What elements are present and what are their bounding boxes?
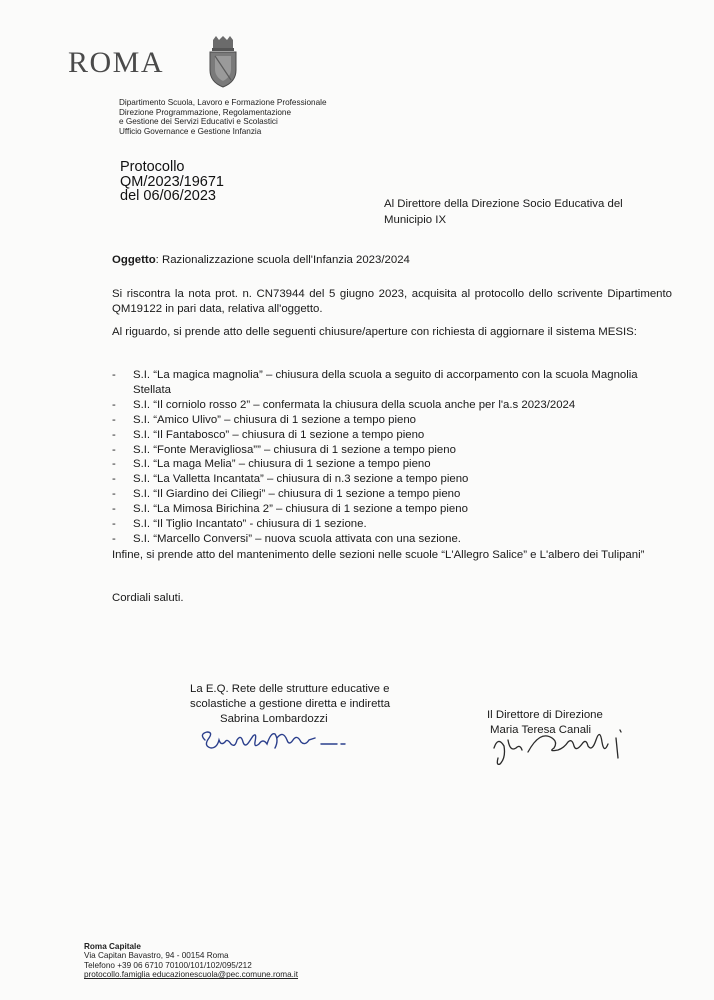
list-item: - S.I. “La magica magnolia” – chiusura della scuola a seguito di accorpamento con la scuola Magnolia Stellata (112, 368, 672, 398)
department-line: Direzione Programmazione, Regolamentazione (119, 107, 292, 117)
footer-phone: Telefono +39 06 6710 70100/101/102/095/212 (84, 960, 252, 970)
closing-greeting: Cordiali saluti. (112, 592, 184, 604)
footer-org: Roma Capitale (84, 942, 141, 951)
body-paragraph-3: Infine, si prende atto del mantenimento delle sezioni nelle scuole “L'Allegro Salice” e L'albero dei Tulipani” (112, 549, 645, 561)
signature-left-line: scolastiche a gestione diretta e indiretta (190, 698, 391, 710)
list-item: - S.I. “La Valletta Incantata” – chiusura di n.3 sezione a tempo pieno (112, 472, 672, 487)
signature-left-name: Sabrina Lombardozzi (220, 713, 328, 725)
signature-left-block (190, 682, 390, 727)
subject-text: : Razionalizzazione scuola dell'Infanzia 2023/2024 (155, 254, 410, 266)
footer-address: Via Capitan Bavastro, 94 - 00154 Roma (84, 951, 229, 961)
subject-label: Oggetto (112, 254, 156, 266)
list-item: - S.I. “Amico Ulivo” – chiusura di 1 sezione a tempo pieno (112, 413, 672, 428)
list-item: - S.I. “Il Giardino dei Ciliegi” – chiusura di 1 sezione a tempo pieno (112, 487, 672, 502)
signature-left-line: La E.Q. Rete delle strutture educative e (190, 683, 390, 695)
footer-email-link[interactable]: protocollo.famiglia educazionescuola@pec.comune.roma.it (84, 970, 299, 980)
department-line: Ufficio Governance e Gestione Infanzia (119, 126, 262, 136)
department-block (119, 98, 327, 136)
list-item: - S.I. “Fonte Meravigliosa”” – chiusura di 1 sezione a tempo pieno (112, 443, 672, 458)
subject-line (112, 254, 410, 266)
signature-right-title: Il Direttore di Direzione (487, 709, 603, 721)
list-item: - S.I. “Il corniolo rosso 2” – confermata la chiusura della scuola anche per l'a.s 2023/2024 (112, 398, 672, 413)
list-item: - S.I. “Il Tiglio Incantato” - chiusura di 1 sezione. (112, 517, 672, 532)
department-line: e Gestione dei Servizi Educativi e Scolastici (119, 117, 278, 127)
list-item: - S.I. “Il Fantabosco” – chiusura di 1 sezione a tempo pieno (112, 428, 672, 443)
protocol-number: QM/2023/19671 (120, 173, 224, 190)
body-paragraph-2: Al riguardo, si prende atto delle seguenti chiusure/aperture con richiesta di aggiornare il sistema MESIS: (112, 326, 637, 338)
recipient-line: Al Direttore della Direzione Socio Educativa del (384, 198, 623, 210)
department-line: Dipartimento Scuola, Lavoro e Formazione Professionale (119, 98, 327, 107)
changes-list (112, 368, 672, 547)
roma-logo-text: ROMA (68, 46, 165, 79)
list-item: - S.I. “La Mimosa Birichina 2” – chiusura di 1 sezione a tempo pieno (112, 502, 672, 517)
footer-block (84, 942, 298, 980)
recipient-block (384, 196, 674, 228)
list-item: - S.I. “Marcello Conversi” – nuova scuola attivata con una sezione. (112, 532, 672, 547)
list-item: - S.I. “La maga Melia” – chiusura di 1 sezione a tempo pieno (112, 457, 672, 472)
protocol-date: del 06/06/2023 (120, 188, 216, 204)
roma-crest-icon (205, 36, 241, 88)
handwritten-signature-right (488, 718, 648, 778)
body-paragraph-1: Si riscontra la nota prot. n. CN73944 del 5 giugno 2023, acquisita al protocollo dello scrivente Dipartimento QM19122 in pari data, relativa all'oggetto. (112, 288, 672, 315)
recipient-line: Municipio IX (384, 214, 447, 226)
protocol-label: Protocollo (120, 159, 185, 175)
handwritten-signature-left (197, 726, 347, 754)
signature-right-name: Maria Teresa Canali (490, 724, 592, 736)
protocol-block (120, 160, 224, 204)
